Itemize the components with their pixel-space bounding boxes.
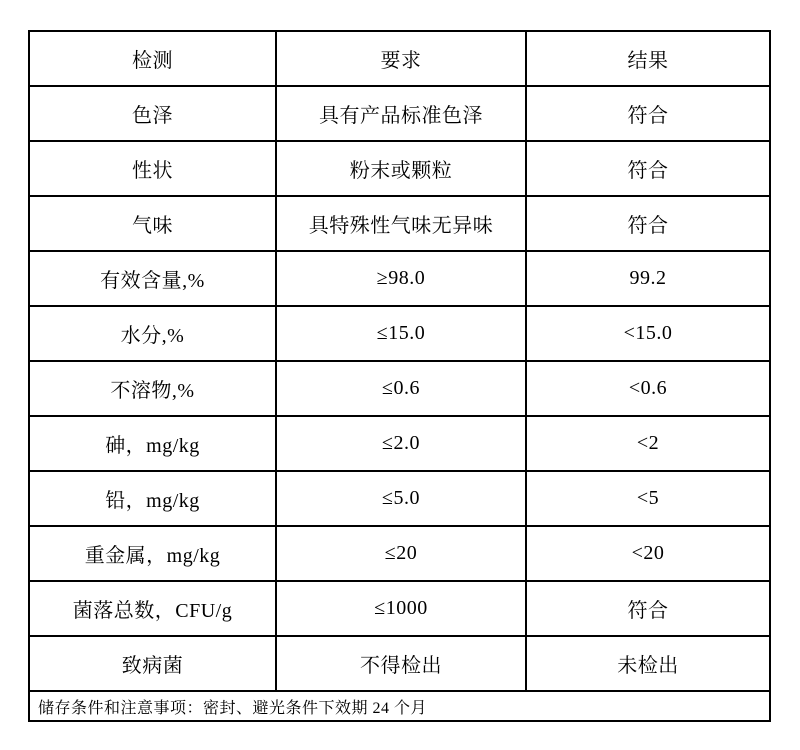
table-row [29,526,770,581]
result-cell: 符合 [526,196,770,251]
table-row [29,141,770,196]
requirement-cell: ≥98.0 [276,251,526,306]
result-cell: 99.2 [526,251,770,306]
table-row [29,471,770,526]
requirement-cell: 粉末或颗粒 [276,141,526,196]
table-row [29,416,770,471]
test-name-cell: 菌落总数，CFU/g [29,581,276,636]
requirement-cell: ≤15.0 [276,306,526,361]
storage-note: 储存条件和注意事项：密封、避光条件下效期 24 个月 [29,691,770,721]
column-header-requirement: 要求 [276,31,526,86]
result-cell: 未检出 [526,636,770,691]
table-row [29,196,770,251]
test-name-cell: 不溶物,% [29,361,276,416]
result-cell: 符合 [526,86,770,141]
column-header-test: 检测 [29,31,276,86]
table-row [29,636,770,691]
table-row [29,361,770,416]
test-name-cell: 砷，mg/kg [29,416,276,471]
test-name-cell: 性状 [29,141,276,196]
requirement-cell: 具有产品标准色泽 [276,86,526,141]
column-header-result: 结果 [526,31,770,86]
table-row [29,251,770,306]
result-cell: <15.0 [526,306,770,361]
footer-row [29,691,770,721]
table-row [29,306,770,361]
requirement-cell: 不得检出 [276,636,526,691]
table-row [29,86,770,141]
test-name-cell: 水分,% [29,306,276,361]
requirement-cell: 具特殊性气味无异味 [276,196,526,251]
result-cell: <5 [526,471,770,526]
requirement-cell: ≤2.0 [276,416,526,471]
test-name-cell: 气味 [29,196,276,251]
inspection-table [28,30,771,722]
requirement-cell: ≤0.6 [276,361,526,416]
test-name-cell: 有效含量,% [29,251,276,306]
test-name-cell: 色泽 [29,86,276,141]
test-name-cell: 重金属，mg/kg [29,526,276,581]
result-cell: <20 [526,526,770,581]
result-cell: <2 [526,416,770,471]
requirement-cell: ≤1000 [276,581,526,636]
table-row [29,581,770,636]
requirement-cell: ≤5.0 [276,471,526,526]
test-name-cell: 铅，mg/kg [29,471,276,526]
result-cell: <0.6 [526,361,770,416]
test-name-cell: 致病菌 [29,636,276,691]
requirement-cell: ≤20 [276,526,526,581]
header-row [29,31,770,86]
result-cell: 符合 [526,141,770,196]
result-cell: 符合 [526,581,770,636]
